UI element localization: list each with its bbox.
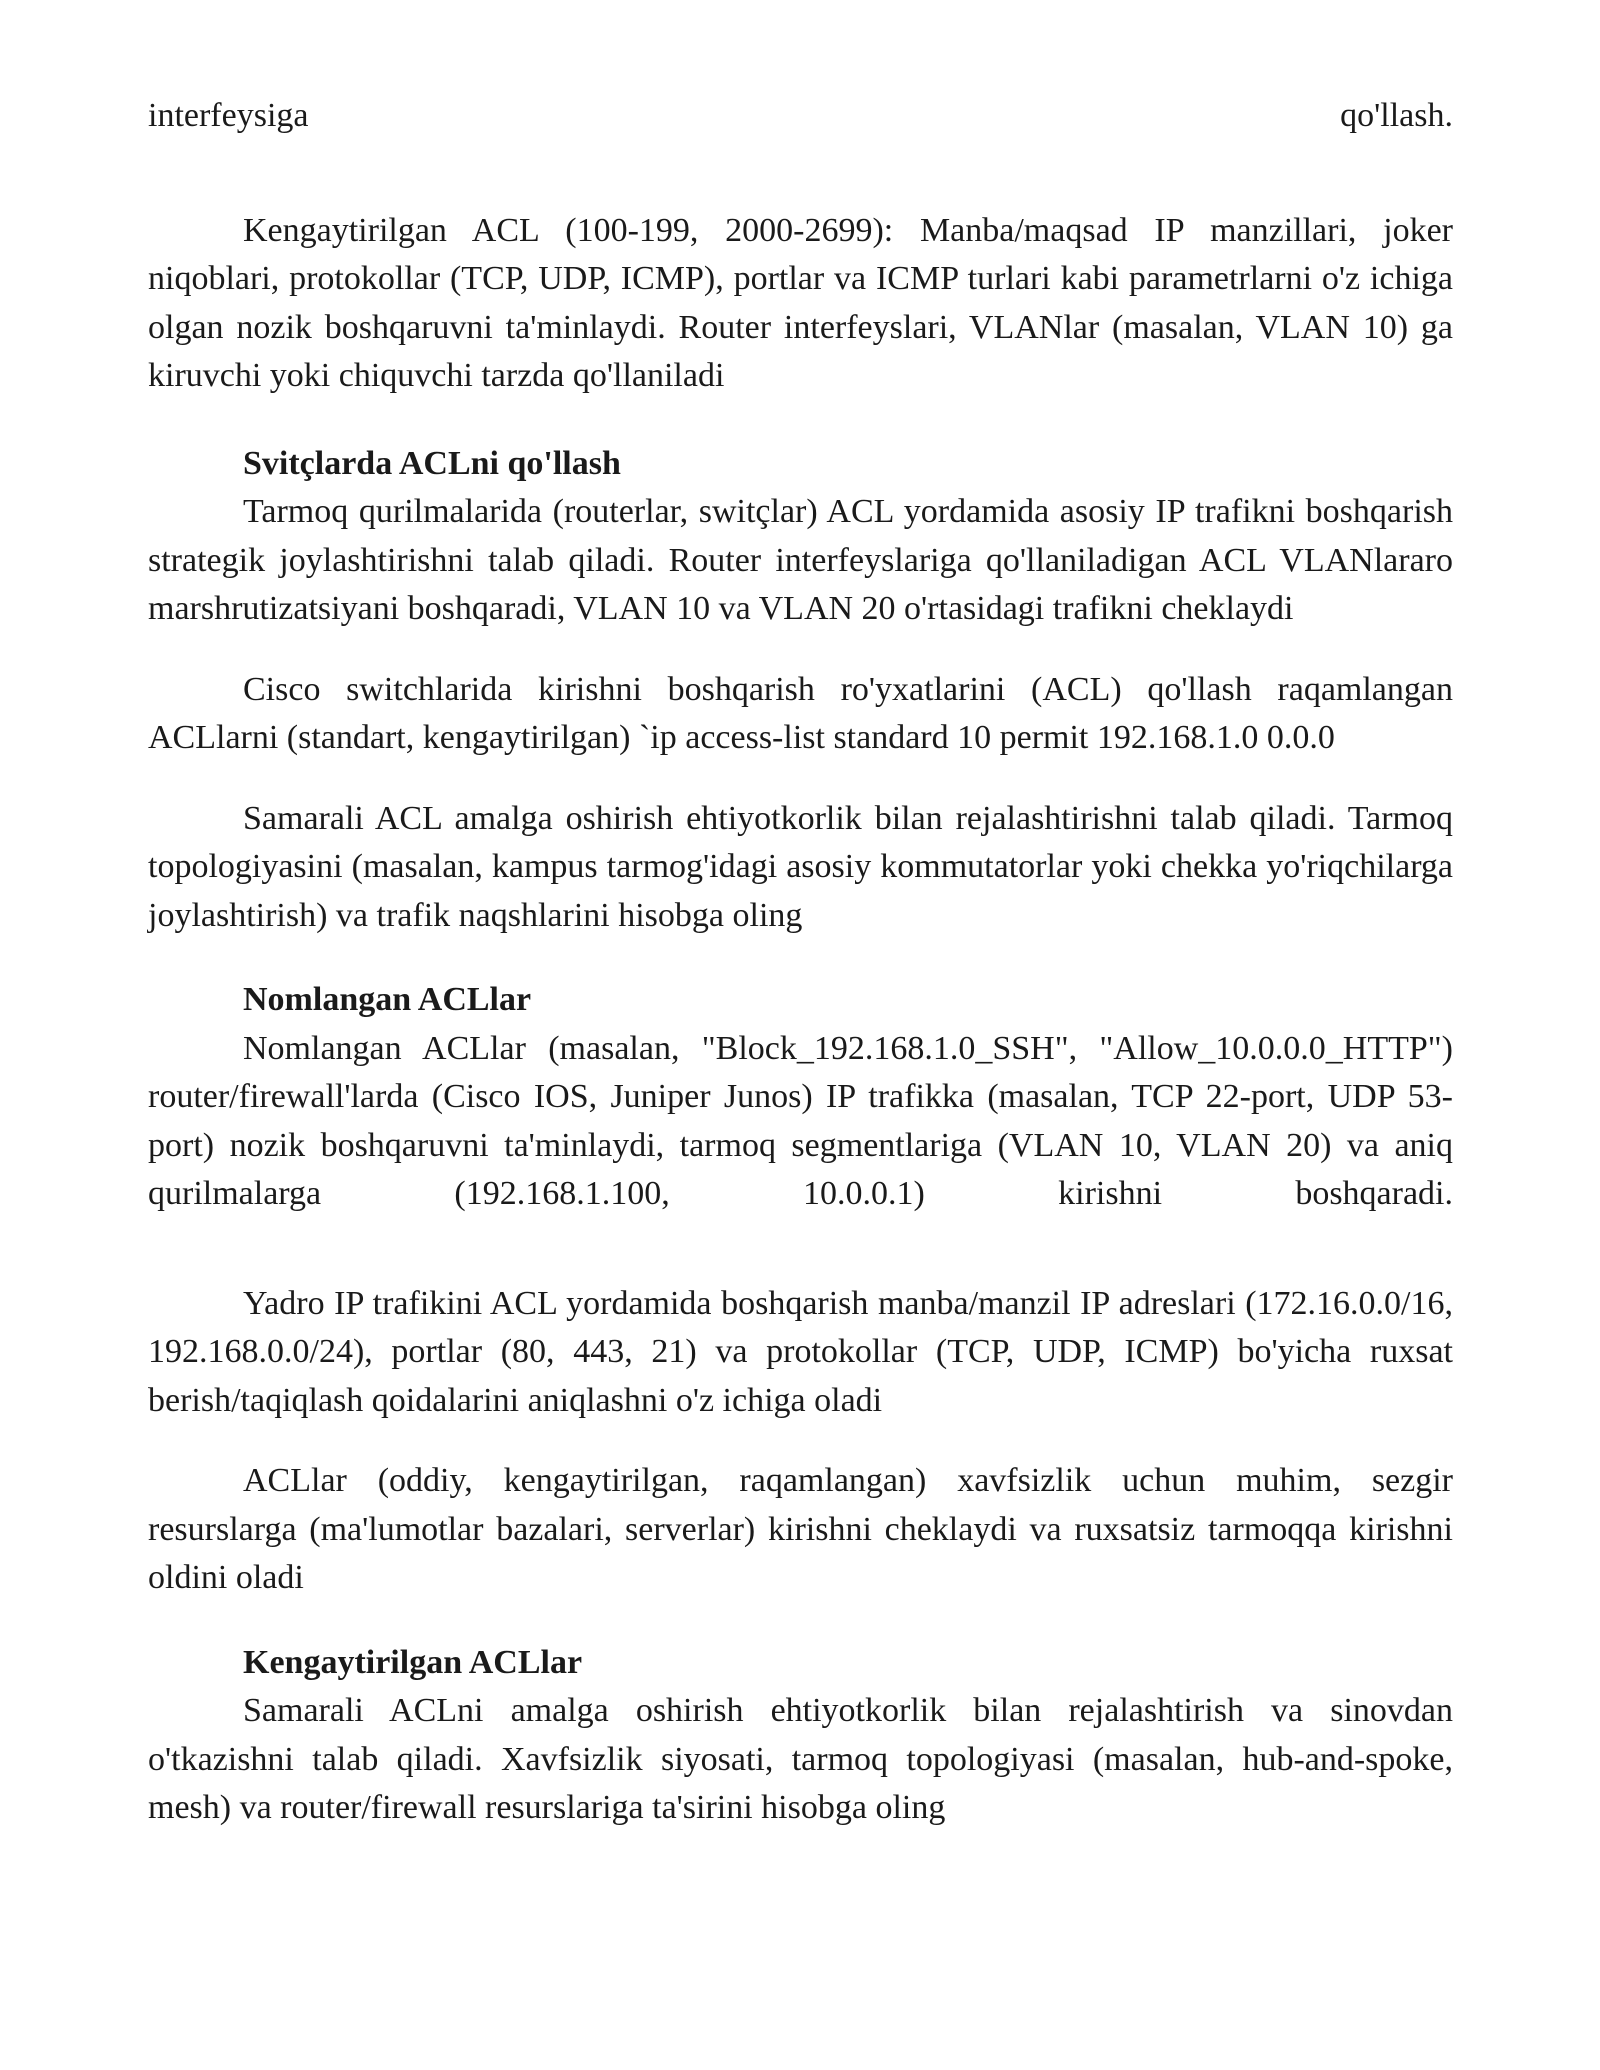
paragraph-switch-1: Tarmoq qurilmalarida (routerlar, switçlar) ACL yordamida asosiy IP trafikni boshqarish strategik joylashtirishni talab qiladi. Router interfeyslariga qo'llaniladigan ACL VLANlararo marshrutizatsiyani boshqaradi, VLAN 10 va VLAN 20 o'rtasidagi trafikni cheklaydi (148, 493, 1453, 627)
paragraph-switch-2: Cisco switchlarida kirishni boshqarish ro'yxatlarini (ACL) qo'llash raqamlangan ACLlarni (standart, kengaytirilgan) `ip access-list standard 10 permit 192.168.1.0 0.0.0 (148, 670, 1453, 756)
continued-line-left: interfeysiga (148, 97, 309, 134)
heading-named-acl: Nomlangan ACLlar (243, 981, 532, 1018)
paragraph-switch-3: Samarali ACL amalga oshirish ehtiyotkorlik bilan rejalashtirishni talab qiladi. Tarmoq topologiyasini (masalan, kampus tarmog'idagi asosiy kommutatorlar yoki chekka yo'riqchilarga joylashtirish) va trafik naqshlarini hisobga oling (148, 799, 1453, 934)
paragraph-named-1: Nomlangan ACLlar (masalan, "Block_192.168.1.0_SSH", "Allow_10.0.0.0_HTTP") router/firewall'larda (Cisco IOS, Juniper Junos) IP trafikka (masalan, TCP 22-port, UDP 53-port) nozik boshqaruvni ta'minlaydi, tarmoq segmentlariga (VLAN 10, VLAN 20) va aniq qurilmalarga (192.168.1.100, 10.0.0.1) kirishni boshqaradi. (148, 1029, 1453, 1212)
heading-extended-acl: Kengaytirilgan ACLlar (243, 1643, 583, 1681)
paragraph-named-2: Yadro IP trafikini ACL yordamida boshqarish manba/manzil IP adreslari (172.16.0.0/16, 192.168.0.0/24), portlar (80, 443, 21) va protokollar (TCP, UDP, ICMP) bo'yicha ruxsat berish/taqiqlash qoidalarini aniqlashni o'z ichiga oladi (148, 1284, 1453, 1419)
paragraph-extended-1: Samarali ACLni amalga oshirish ehtiyotkorlik bilan rejalashtirish va sinovdan o'tkazishni talab qiladi. Xavfsizlik siyosati, tarmoq topologiyasi (masalan, hub-and-spoke, mesh) va router/firewall resurslariga ta'sirini hisobga oling (148, 1692, 1453, 1826)
paragraph-named-3: ACLlar (oddiy, kengaytirilgan, raqamlangan) xavfsizlik uchun muhim, sezgir resurslarga (ma'lumotlar bazalari, serverlar) kirishni cheklaydi va ruxsatsiz tarmoqqa kirishni oldini oladi (148, 1462, 1453, 1596)
heading-switch-acl: Svitçlarda ACLni qo'llash (243, 444, 621, 482)
document-page (148, 92, 1453, 1833)
continued-line-right: qo'llash. (1340, 97, 1453, 134)
paragraph-extended-acl: Kengaytirilgan ACL (100-199, 2000-2699): Manba/maqsad IP manzillari, joker niqoblari, protokollar (TCP, UDP, ICMP), portlar va ICMP turlari kabi parametrlarni o'z ichiga olgan nozik boshqaruvni ta'minlaydi. Router interfeyslari, VLANlar (masalan, VLAN 10) ga kiruvchi yoki chiquvchi tarzda qo'llaniladi (148, 211, 1453, 394)
continued-line (148, 92, 1453, 141)
